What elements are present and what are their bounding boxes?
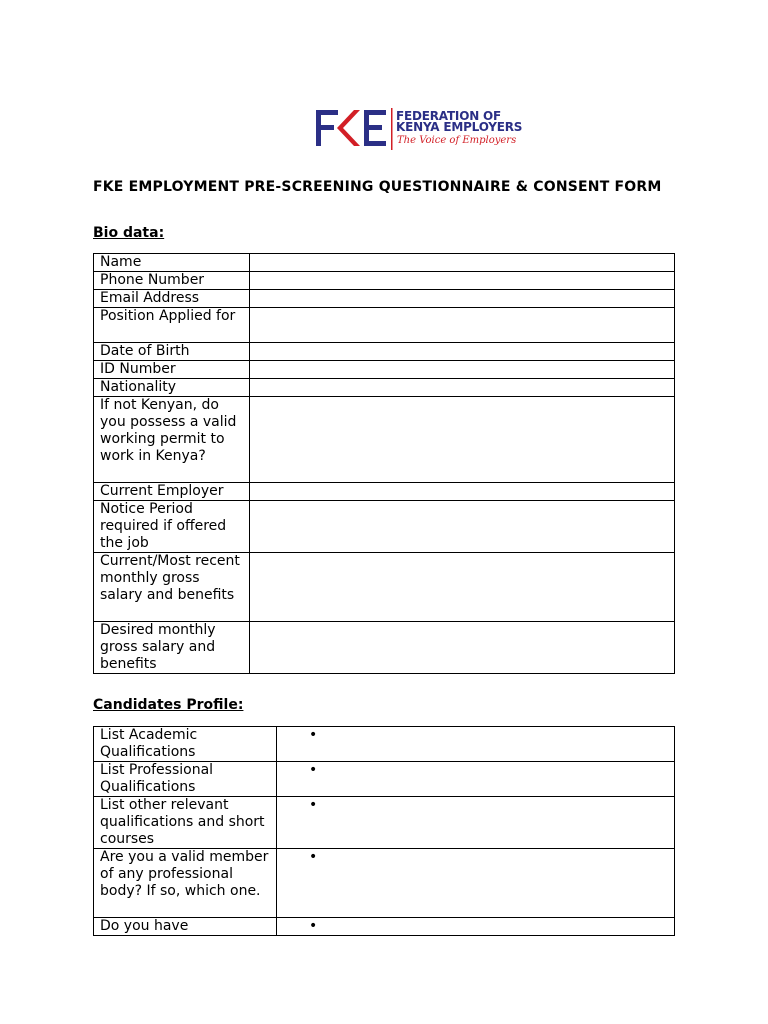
table-row	[94, 343, 675, 361]
bullet-icon: •	[309, 727, 318, 743]
candidates-profile-heading: Candidates Profile:	[93, 697, 244, 713]
table-row	[94, 272, 675, 290]
answer-field[interactable]	[277, 797, 675, 849]
row-label: List Professional Qualifications	[94, 762, 277, 797]
table-row	[94, 483, 675, 501]
bullet-icon: •	[309, 762, 318, 778]
table-row	[94, 290, 675, 308]
table-row	[94, 849, 675, 918]
table-row	[94, 918, 675, 936]
answer-field[interactable]	[277, 727, 675, 762]
answer-field[interactable]	[277, 918, 675, 936]
row-label: Notice Period required if offered the job	[94, 501, 250, 553]
bio-data-heading: Bio data:	[93, 225, 165, 241]
row-label: List Academic Qualifications	[94, 727, 277, 762]
answer-field[interactable]	[277, 762, 675, 797]
table-row	[94, 379, 675, 397]
answer-field[interactable]	[250, 501, 675, 553]
form-title: FKE EMPLOYMENT PRE-SCREENING QUESTIONNAIRE & CONSENT FORM	[93, 179, 662, 195]
row-label: Current Employer	[94, 483, 250, 501]
table-row	[94, 762, 675, 797]
answer-field[interactable]	[250, 379, 675, 397]
table-row	[94, 797, 675, 849]
row-label: Date of Birth	[94, 343, 250, 361]
answer-field[interactable]	[250, 483, 675, 501]
row-label: List other relevant qualifications and short courses	[94, 797, 277, 849]
table-row	[94, 361, 675, 379]
candidates-profile-table	[93, 726, 675, 936]
bio-data-table	[93, 253, 675, 674]
answer-field[interactable]	[250, 397, 675, 483]
table-row	[94, 397, 675, 483]
table-row	[94, 622, 675, 674]
row-label: If not Kenyan, do you possess a valid working permit to work in Kenya?	[94, 397, 250, 483]
table-row	[94, 501, 675, 553]
answer-field[interactable]	[277, 849, 675, 918]
row-label: Name	[94, 254, 250, 272]
fke-logo-mark-icon	[314, 108, 394, 152]
row-label: Are you a valid member of any professional body? If so, which one.	[94, 849, 277, 918]
logo-tagline: The Voice of Employers	[397, 135, 517, 146]
answer-field[interactable]	[250, 622, 675, 674]
table-row	[94, 254, 675, 272]
answer-field[interactable]	[250, 272, 675, 290]
row-label: Nationality	[94, 379, 250, 397]
row-label: Phone Number	[94, 272, 250, 290]
row-label: Position Applied for	[94, 308, 250, 343]
logo-line1: FEDERATION OF	[396, 109, 502, 123]
fke-logo	[314, 108, 523, 152]
answer-field[interactable]	[250, 254, 675, 272]
table-row	[94, 308, 675, 343]
row-label: Do you have	[94, 918, 277, 936]
answer-field[interactable]	[250, 290, 675, 308]
answer-field[interactable]	[250, 343, 675, 361]
row-label: ID Number	[94, 361, 250, 379]
answer-field[interactable]	[250, 361, 675, 379]
row-label: Email Address	[94, 290, 250, 308]
bullet-icon: •	[309, 797, 318, 813]
row-label: Current/Most recent monthly gross salary and benefits	[94, 553, 250, 622]
table-row	[94, 727, 675, 762]
answer-field[interactable]	[250, 553, 675, 622]
answer-field[interactable]	[250, 308, 675, 343]
bullet-icon: •	[309, 918, 318, 934]
bullet-icon: •	[309, 849, 318, 865]
table-row	[94, 553, 675, 622]
row-label: Desired monthly gross salary and benefits	[94, 622, 250, 674]
logo-line2: KENYA EMPLOYERS	[396, 120, 523, 134]
